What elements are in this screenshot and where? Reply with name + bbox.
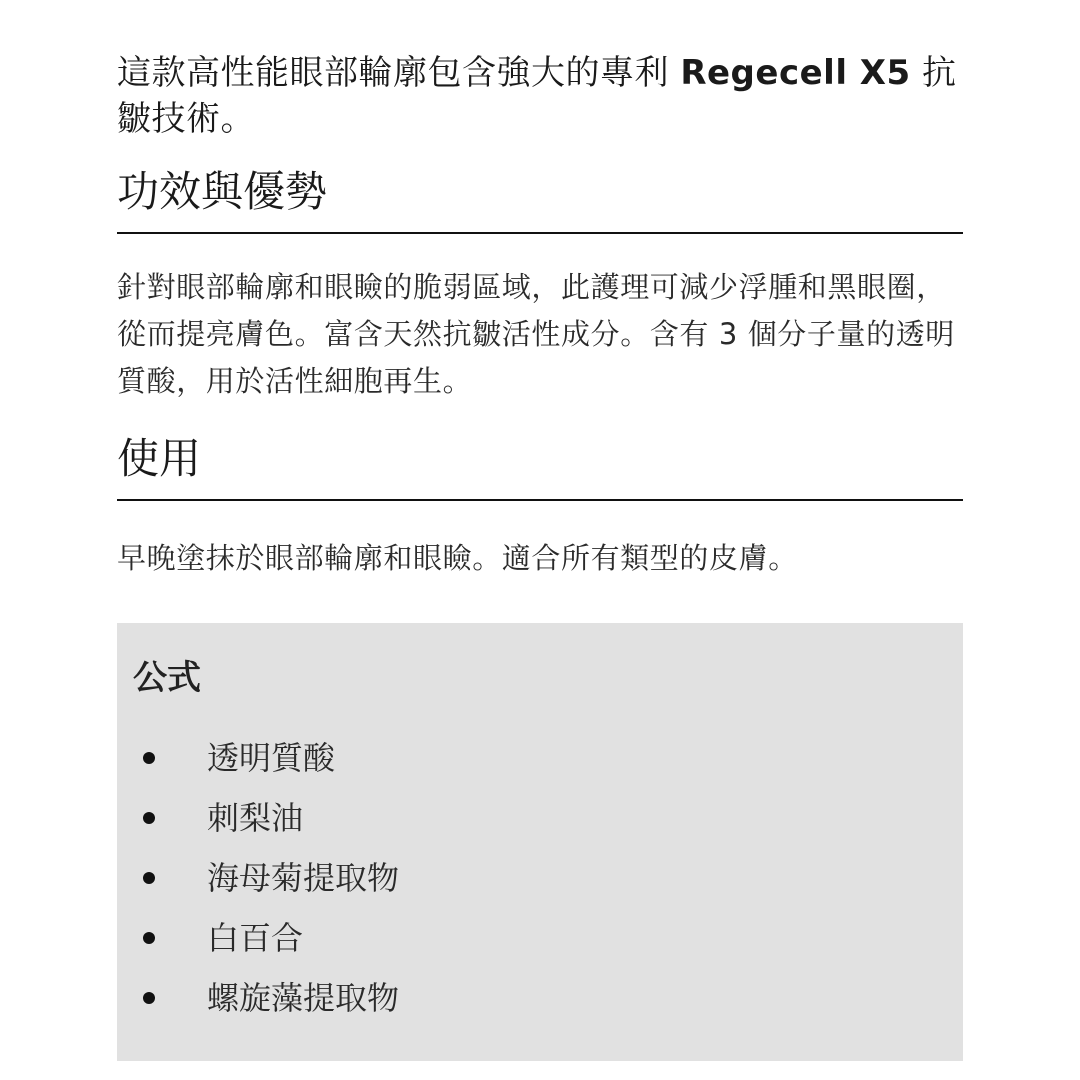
intro-text-before: 這款高性能眼部輪廓包含強大的專利 [117,53,681,93]
intro-text [117,50,963,142]
ingredient-label: 刺梨油 [207,799,304,837]
usage-heading: 使用 [117,431,963,501]
ingredient-label: 白百合 [207,919,304,957]
ingredient-label: 透明質酸 [207,739,336,777]
formula-heading: 公式 [133,658,201,698]
ingredient-label: 海母菊提取物 [207,859,400,897]
bullet-icon [143,992,155,1004]
bullet-icon [143,932,155,944]
usage-body: 早晚塗抹於眼部輪廓和眼瞼。適合所有類型的皮膚。 [117,541,798,575]
intro-text-after: 抗皺技術。 [117,53,957,139]
benefits-body: 針對眼部輪廓和眼瞼的脆弱區域，此護理可減少浮腫和黑眼圈，從而提亮膚色。富含天然抗皺活性成分。含有 3 個分子量的透明質酸，用於活性細胞再生。 [117,270,955,398]
bullet-icon [143,812,155,824]
bullet-icon [143,752,155,764]
product-description [117,50,963,582]
ingredient-label: 螺旋藻提取物 [207,979,400,1017]
benefits-heading: 功效與優勢 [117,164,963,234]
formula-panel [117,623,963,1061]
bullet-icon [143,872,155,884]
brand-name: Regecell X5 [680,53,911,93]
